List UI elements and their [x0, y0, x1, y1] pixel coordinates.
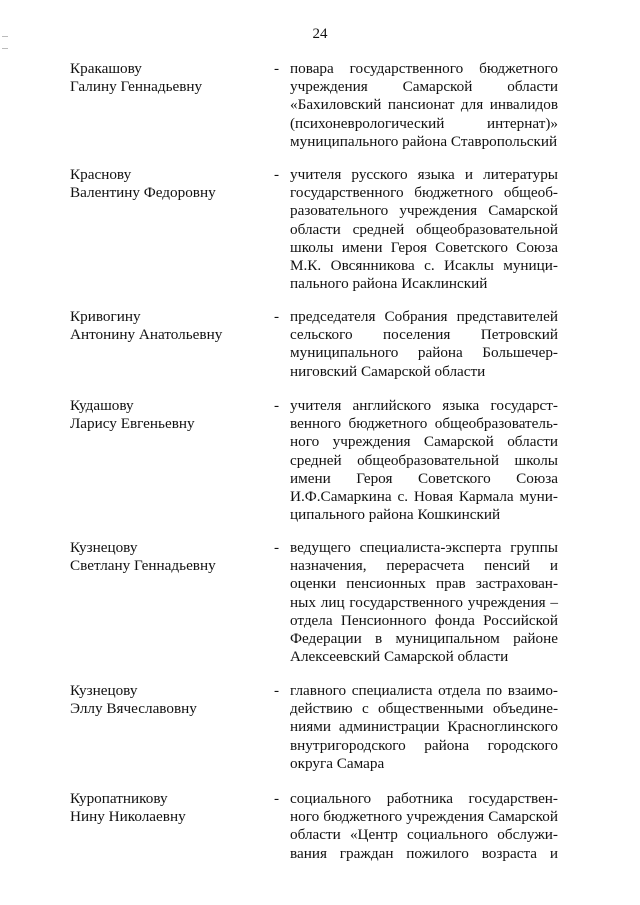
description-line: учреждения Самарской области: [290, 78, 558, 96]
surname: Кракашову: [70, 60, 142, 77]
position-description: [290, 166, 558, 293]
description-line: вания граждан пожилого возраста и: [290, 844, 558, 862]
given-names: Галину Геннадьевну: [70, 78, 203, 96]
surname: Кудашову: [70, 397, 134, 414]
description-line: области средней общеобразовательной: [290, 220, 558, 238]
description-line: И.Ф.Самаркина с. Новая Кармала муни-: [290, 487, 558, 505]
description-line: сельского поселения Петровский: [290, 326, 558, 344]
surname: Кузнецову: [70, 539, 138, 556]
description-line: «Бахиловский пансионат для инвалидов: [290, 96, 558, 114]
given-names: Светлану Геннадьевну: [70, 557, 216, 575]
description-line: ципального района Кошкинский: [290, 506, 501, 524]
person-name: [70, 790, 260, 826]
surname: Куропатникову: [70, 790, 168, 807]
position-description: [290, 397, 558, 524]
description-line: учителя английского языка государст-: [290, 397, 558, 414]
given-names: Валентину Федоровну: [70, 184, 216, 202]
given-names: Нину Николаевну: [70, 808, 186, 826]
dash: -: [274, 166, 280, 183]
description-line: повара государственного бюджетного: [290, 60, 558, 77]
position-description: [290, 682, 558, 773]
description-line: отдела Пенсионного фонда Российской: [290, 611, 558, 629]
description-line: (психоневрологический интернат)»: [290, 114, 558, 132]
dash: -: [274, 308, 280, 325]
person-name: [70, 539, 260, 575]
dash: -: [274, 60, 280, 77]
surname: Краснову: [70, 166, 132, 183]
position-description: [290, 539, 558, 666]
description-line: председателя Собрания представителей: [290, 308, 558, 325]
description-line: венного бюджетного общеобразователь-: [290, 415, 558, 433]
description-line: учителя русского языка и литературы: [290, 166, 558, 183]
person-name: [70, 60, 260, 96]
description-line: ного учреждения Самарской области: [290, 433, 558, 451]
person-name: [70, 308, 260, 344]
description-line: ведущего специалиста-эксперта группы: [290, 539, 558, 556]
person-name: [70, 166, 260, 202]
given-names: Антонину Анатольевну: [70, 326, 223, 344]
margin-mark: [2, 36, 8, 37]
description-line: школы имени Героя Советского Союза: [290, 238, 558, 256]
given-names: Эллу Вячеславовну: [70, 700, 197, 718]
description-line: округа Самара: [290, 754, 385, 772]
position-description: [290, 60, 558, 151]
description-line: М.К. Овсянникова с. Исаклы муници-: [290, 256, 558, 274]
description-line: средней общеобразовательной школы: [290, 451, 558, 469]
description-line: пального района Исаклинский: [290, 275, 488, 293]
margin-mark: [2, 48, 8, 49]
dash: -: [274, 790, 280, 807]
page-number: 24: [312, 26, 328, 42]
description-line: ниями администрации Красноглинского: [290, 718, 558, 736]
description-line: главного специалиста отдела по взаимо-: [290, 682, 558, 699]
description-line: Алексеевский Самарской области: [290, 648, 509, 666]
description-line: муниципального района Большечер-: [290, 344, 558, 362]
surname: Кузнецову: [70, 682, 138, 699]
description-line: внутригородского района городского: [290, 736, 558, 754]
dash: -: [274, 539, 280, 556]
description-line: муниципального района Ставропольский: [290, 132, 558, 150]
position-description: [290, 308, 558, 381]
description-line: ных лиц государственного учреждения –: [290, 593, 558, 611]
description-line: ниговский Самарской области: [290, 362, 486, 380]
description-line: ного бюджетного учреждения Самарской: [290, 808, 558, 826]
description-line: назначения, перерасчета пенсий и: [290, 557, 558, 575]
given-names: Ларису Евгеньевну: [70, 415, 195, 433]
description-line: государственного бюджетного общеоб-: [290, 184, 558, 202]
description-line: области «Центр социального обслужи-: [290, 826, 558, 844]
dash: -: [274, 682, 280, 699]
person-name: [70, 397, 260, 433]
surname: Кривогину: [70, 308, 141, 325]
description-line: Федерации в муниципальном районе: [290, 629, 558, 647]
description-line: разовательного учреждения Самарской: [290, 202, 558, 220]
dash: -: [274, 397, 280, 414]
description-line: социального работника государствен-: [290, 790, 558, 807]
person-name: [70, 682, 260, 718]
description-line: оценки пенсионных прав застрахован-: [290, 575, 558, 593]
position-description: [290, 790, 558, 863]
description-line: действию с общественными объедине-: [290, 700, 558, 718]
description-line: имени Героя Советского Союза: [290, 469, 558, 487]
